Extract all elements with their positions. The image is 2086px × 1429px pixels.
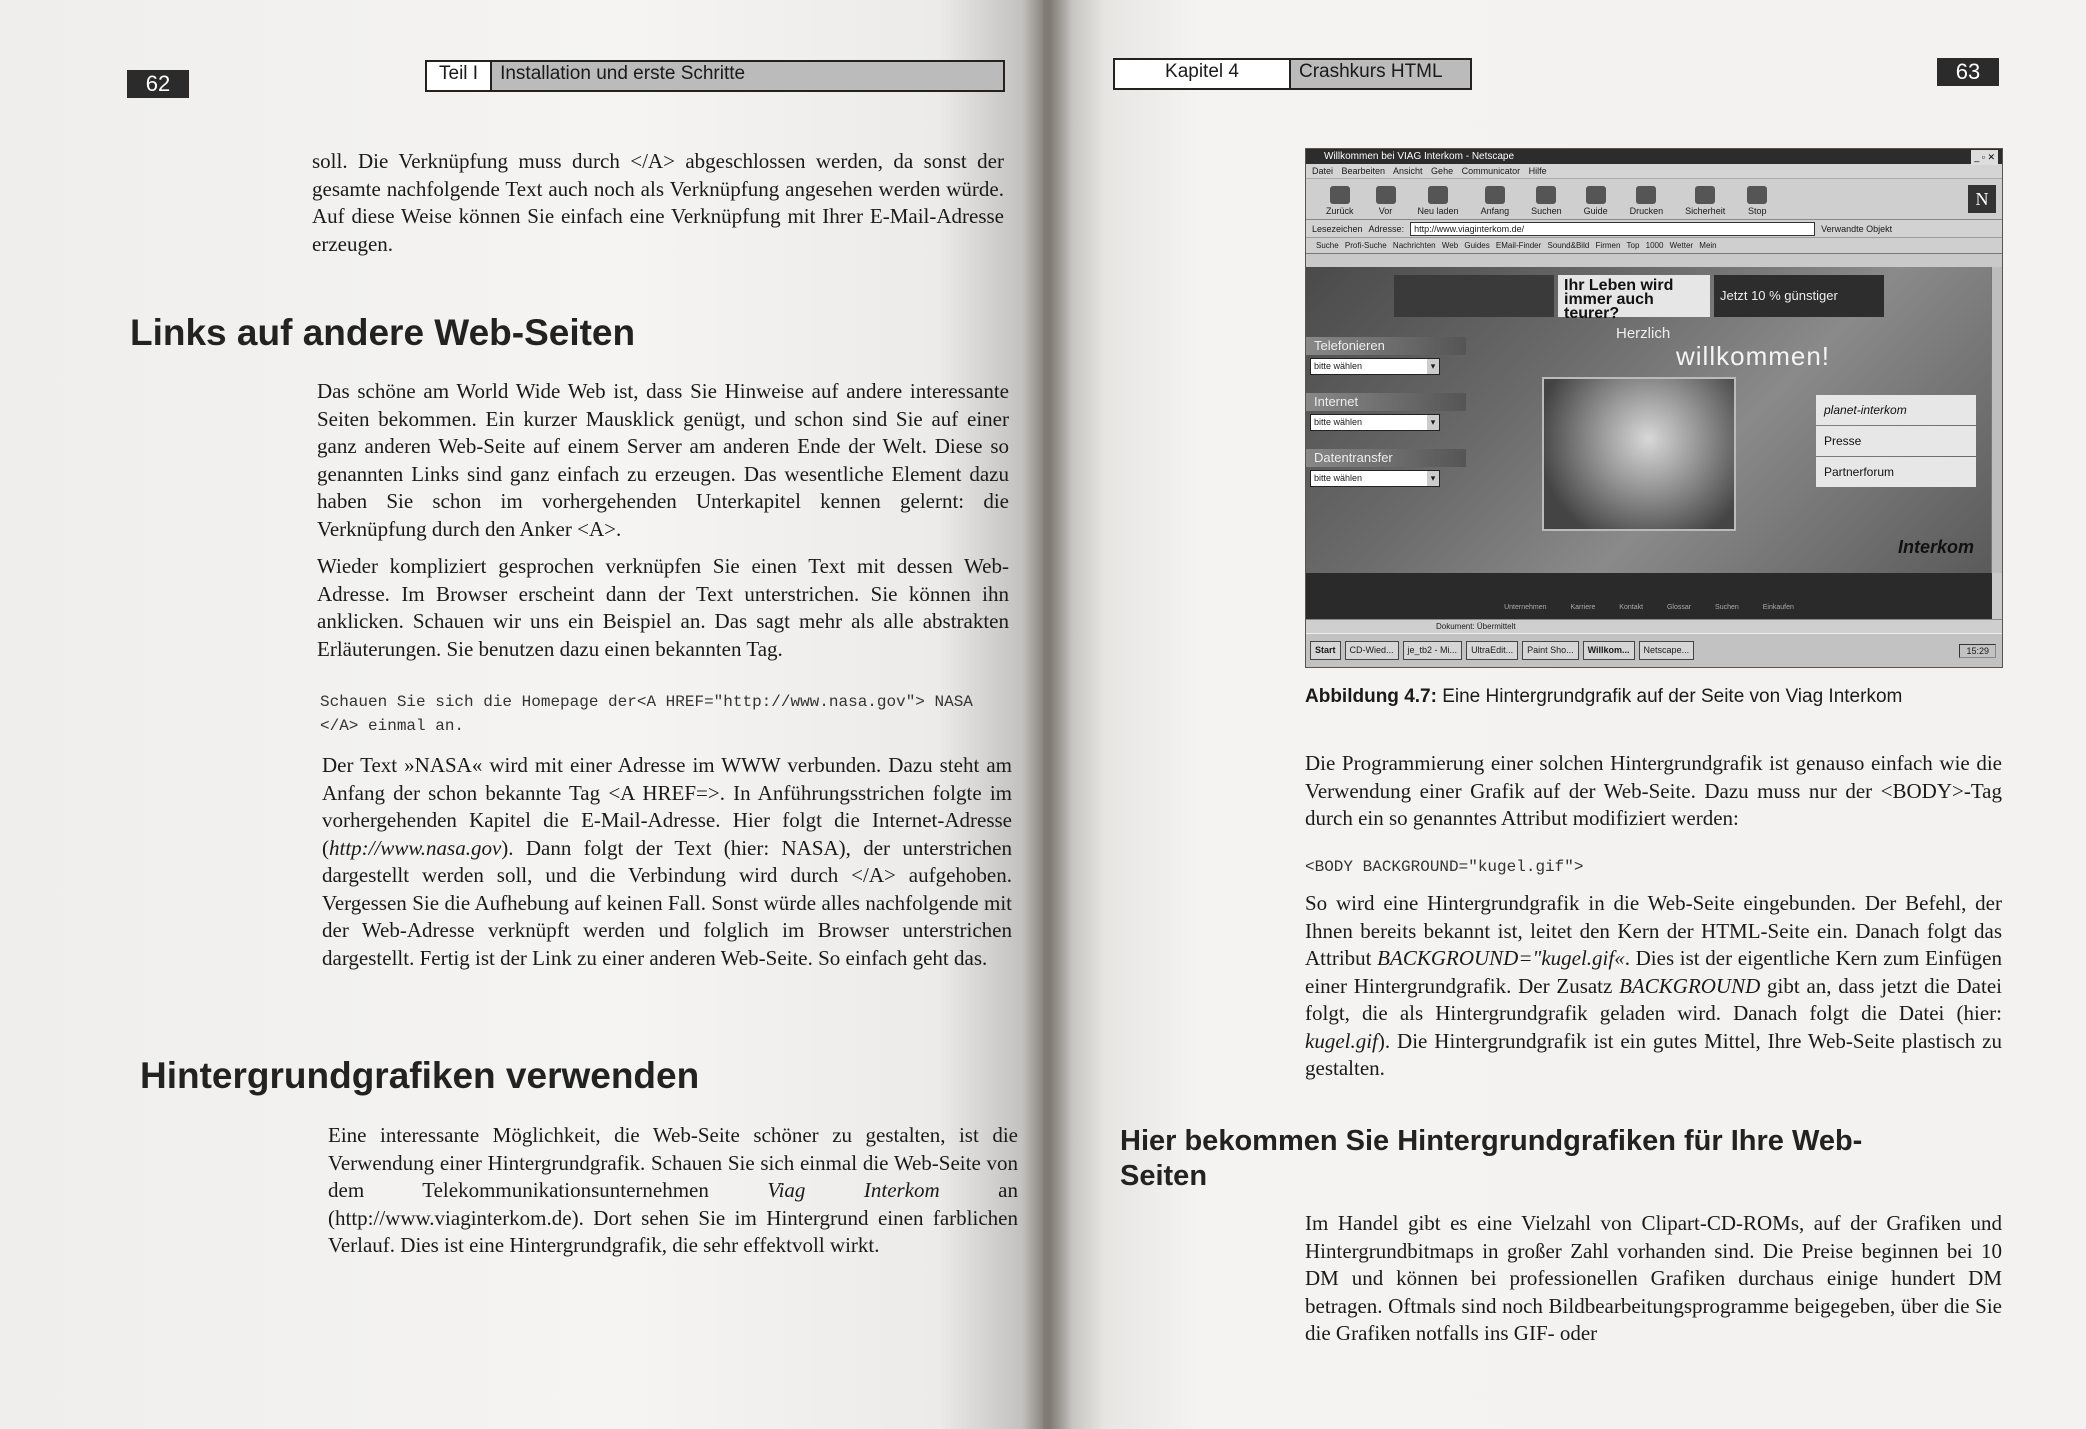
- header-title: Installation und erste Schritte: [492, 62, 1003, 90]
- right-paragraph-2: So wird eine Hintergrundgrafik in die Web-Seite eingebunden. Der Befehl, der Ihnen bereits bekannt ist, leitet den Kern der HTML-Seite ein. Danach folgt das Attribut BACKGROUND="kugel.gif«. Dies ist der eigentliche Kern zum Einfügen einer Hintergrundgrafik. Der Zusatz BACKGROUND gibt an, dass jetzt die Datei folgt, die als Hintergrundgrafik geladen wird. Danach folgt die Datei (hier: kugel.gif). Die Hintergrundgrafik ist ein gutes Mittel, Ihre Web-Seite plastisch zu gestalten.: [1305, 891, 2002, 1080]
- nasa-url: http://www.nasa.gov: [329, 835, 502, 860]
- page-number: 63: [1937, 58, 1999, 86]
- forward-button: Vor: [1376, 186, 1396, 219]
- search-icon: [1536, 186, 1556, 204]
- web-content: [1306, 267, 1992, 573]
- company-name: Viag Interkom: [767, 1178, 940, 1202]
- figure-caption: [1305, 686, 2005, 708]
- link-item: Presse: [1816, 426, 1976, 456]
- section-heading-links: Links auf andere Web-Seiten: [130, 312, 636, 353]
- section-heading-background: Hintergrundgrafiken verwenden: [140, 1055, 700, 1096]
- file-name: kugel.gif: [1305, 1028, 1378, 1053]
- link-item: Partnerforum: [1816, 457, 1976, 487]
- greeting-line-1: Herzlich: [1616, 325, 1671, 342]
- banner-logo: [1394, 275, 1554, 317]
- header-title: Crashkurs HTML: [1291, 60, 1470, 88]
- lock-icon: [1695, 186, 1715, 204]
- back-button: Zurück: [1326, 186, 1354, 219]
- scrollbar: [1991, 267, 2002, 573]
- related-label: Verwandte Objekt: [1821, 223, 1893, 234]
- site-nav-strip: Unternehmen Karriere Kontakt Glossar Suchen Einkaufen: [1306, 573, 1992, 619]
- code-body: <BODY BACKGROUND="kugel.gif">: [1305, 858, 1584, 876]
- netscape-logo: N: [1968, 185, 1996, 213]
- book-gutter-shadow: [1022, 0, 1072, 1429]
- bookmark-bar: Suche Profi-Suche Nachrichten Web Guides EMail-Finder Sound&Bild Firmen Top 1000 Wetter Mein: [1306, 238, 2002, 254]
- forward-icon: [1376, 186, 1396, 204]
- taskbar-item-active: Willkom...: [1583, 641, 1635, 660]
- security-button: Sicherheit: [1685, 186, 1725, 219]
- location-bar: [1306, 220, 2002, 238]
- print-button: Drucken: [1630, 186, 1664, 219]
- running-header: [425, 60, 1005, 92]
- home-button: Anfang: [1481, 186, 1510, 219]
- intro-paragraph: soll. Die Verknüpfung muss durch </A> abgeschlossen werden, da sonst der gesamte nachfolgende Text auch noch als Verknüpfung angesehen werden würde. Auf diese Weise können Sie einfach eine Verknüpfung mit Ihrer E-Mail-Adresse erzeugen.: [312, 149, 1004, 256]
- address-label: Adresse:: [1368, 223, 1405, 234]
- brand-logo: Interkom: [1897, 537, 1974, 557]
- attribute-value: BACKGROUND="kugel.gif«: [1377, 946, 1625, 970]
- paragraph: Wieder kompliziert gesprochen verknüpfen Sie einen Text mit dessen Web-Adresse. Im Browser erscheint dann der Text unterstrichen. Sie können ihn anklicken. Schauen wir uns ein Beispiel an. Das sagt mehr als alle abstrakten Erläuterungen. Sie benutzen dazu einen bekannten Tag.: [317, 554, 1009, 661]
- address-field: http://www.viaginterkom.de/: [1410, 222, 1815, 236]
- caption-label: Abbildung 4.7:: [1305, 686, 1437, 707]
- side-section: Datentransfer bitte wählen ▾: [1306, 449, 1466, 487]
- link-item: planet-interkom: [1816, 395, 1976, 425]
- search-button: Suchen: [1531, 186, 1562, 219]
- guide-button: Guide: [1584, 186, 1608, 219]
- taskbar-item: UltraEdit...: [1466, 641, 1518, 660]
- stop-button: Stop: [1747, 186, 1767, 219]
- browser-toolbar: [1306, 178, 2002, 220]
- page-number: 62: [127, 70, 189, 98]
- attribute-name: BACKGROUND: [1619, 973, 1761, 998]
- taskbar-item: CD-Wied...: [1345, 641, 1399, 660]
- link-menu: [1816, 395, 1976, 488]
- window-titlebar: Willkommen bei VIAG Interkom - Netscape _ ▫ ✕: [1306, 149, 2002, 164]
- links-explanation: Der Text »NASA« wird mit einer Adresse im WWW verbunden. Dazu steht am Anfang der schon bekannte Tag <A HREF=>. In Anführungsstrichen folgte im vorhergehenden Kapitel die E-Mail-Adresse. Hier folgt die Internet-Adresse (http://www.nasa.gov). Dann folgt der Text (hier: NASA), der unterstrichen dargestellt werden soll, und die Verbindung wird durch </A> aufgehoben. Vergessen Sie die Aufhebung auf keinen Fall. Sonst würde alles nachfolgende mit der Web-Adresse verknüpft werden und folglich im Browser unterstrichen dargestellt. Fertig ist der Link zu einer anderen Web-Seite. So einfach geht das.: [322, 753, 1012, 970]
- figure-browser-screenshot: [1305, 148, 2003, 668]
- right-paragraph-3: Im Handel gibt es eine Vielzahl von Clipart-CD-ROMs, auf der Grafiken und Hintergrundbitmaps in großer Zahl vorhanden sind. Die Preise beginnen bei 10 DM und können bei professionellen Grafiken durchaus einige hundert DM betragen. Oftmals sind noch Bildbearbeitungsprogramme beigegeben, über die Sie die Grafiken notfalls ins GIF- oder: [1305, 1211, 2002, 1345]
- taskbar-item: je_tb2 - Mi...: [1403, 641, 1463, 660]
- hero-photo: [1542, 377, 1736, 531]
- header-part: Teil I: [427, 62, 492, 90]
- banner: [1394, 275, 1884, 322]
- window-controls-icon: _ ▫ ✕: [1971, 150, 1998, 165]
- clock: 15:29: [1959, 644, 1996, 658]
- code-example: Schauen Sie sich die Homepage der<A HREF="http://www.nasa.gov"> NASA </A> einmal an.: [320, 693, 973, 735]
- greeting-line-2: willkommen!: [1676, 341, 1831, 371]
- paragraph: Das schöne am World Wide Web ist, dass Sie Hinweise auf andere interessante Seiten bekommen. Ein kurzer Mausklick genügt, und schon sind Sie auf einer ganz anderen Web-Seite auf einem Server am anderen Ende der Welt. Diese so genannten Links sind ganz einfach zu erzeugen. Das wesentliche Element dazu haben Sie schon im vorhergehenden Unterkapitel kennen gelernt: die Verknüpfung durch den Anker <A>.: [317, 379, 1009, 541]
- print-icon: [1636, 186, 1656, 204]
- taskbar: [1306, 633, 2002, 667]
- background-section: Eine interessante Möglichkeit, die Web-Seite schöner zu gestalten, ist die Verwendung einer Hintergrundgrafik. Schauen Sie sich einmal die Web-Seite von dem Telekommunikationsunternehmen Viag Interkom an (http://www.viaginterkom.de). Dort sehen Sie im Hintergrund einen farblichen Verlauf. Dies ist eine Hintergrundgrafik, die sehr effektvoll wirkt.: [328, 1123, 1018, 1257]
- header-part: Kapitel 4: [1115, 60, 1291, 88]
- banner-slogan: Ihr Leben wird immer auch teurer?: [1558, 275, 1710, 317]
- taskbar-item: Paint Sho...: [1522, 641, 1579, 660]
- bookmarks-label: Lesezeichen: [1312, 223, 1363, 234]
- reload-icon: [1428, 186, 1448, 204]
- section-heading-hintergrund: Hier bekommen Sie Hintergrundgrafiken für Ihre Web-Seiten: [1120, 1125, 1863, 1192]
- running-header: [1113, 58, 1472, 90]
- banner-offer: Jetzt 10 % günstiger: [1714, 275, 1884, 317]
- status-bar: Dokument: Übermittelt: [1306, 619, 2002, 633]
- caption-text: Eine Hintergrundgrafik auf der Seite von Viag Interkom: [1442, 686, 1903, 707]
- start-button: Start: [1310, 641, 1341, 660]
- links-section: [317, 378, 1009, 673]
- side-section: Telefonieren bitte wählen ▾: [1306, 337, 1466, 375]
- stop-icon: [1747, 186, 1767, 204]
- guide-icon: [1586, 186, 1606, 204]
- side-section: Internet bitte wählen ▾: [1306, 393, 1466, 431]
- taskbar-item: Netscape...: [1639, 641, 1695, 660]
- back-icon: [1330, 186, 1350, 204]
- menu-bar: Datei Bearbeiten Ansicht Gehe Communicator Hilfe: [1306, 164, 2002, 178]
- home-icon: [1485, 186, 1505, 204]
- right-paragraph-1: Die Programmierung einer solchen Hintergrundgrafik ist genauso einfach wie die Verwendung einer Grafik auf der Web-Seite. Dazu muss nur der <BODY>-Tag durch ein so genanntes Attribut modifiziert werden:: [1305, 751, 2002, 830]
- reload-button: Neu laden: [1418, 186, 1459, 219]
